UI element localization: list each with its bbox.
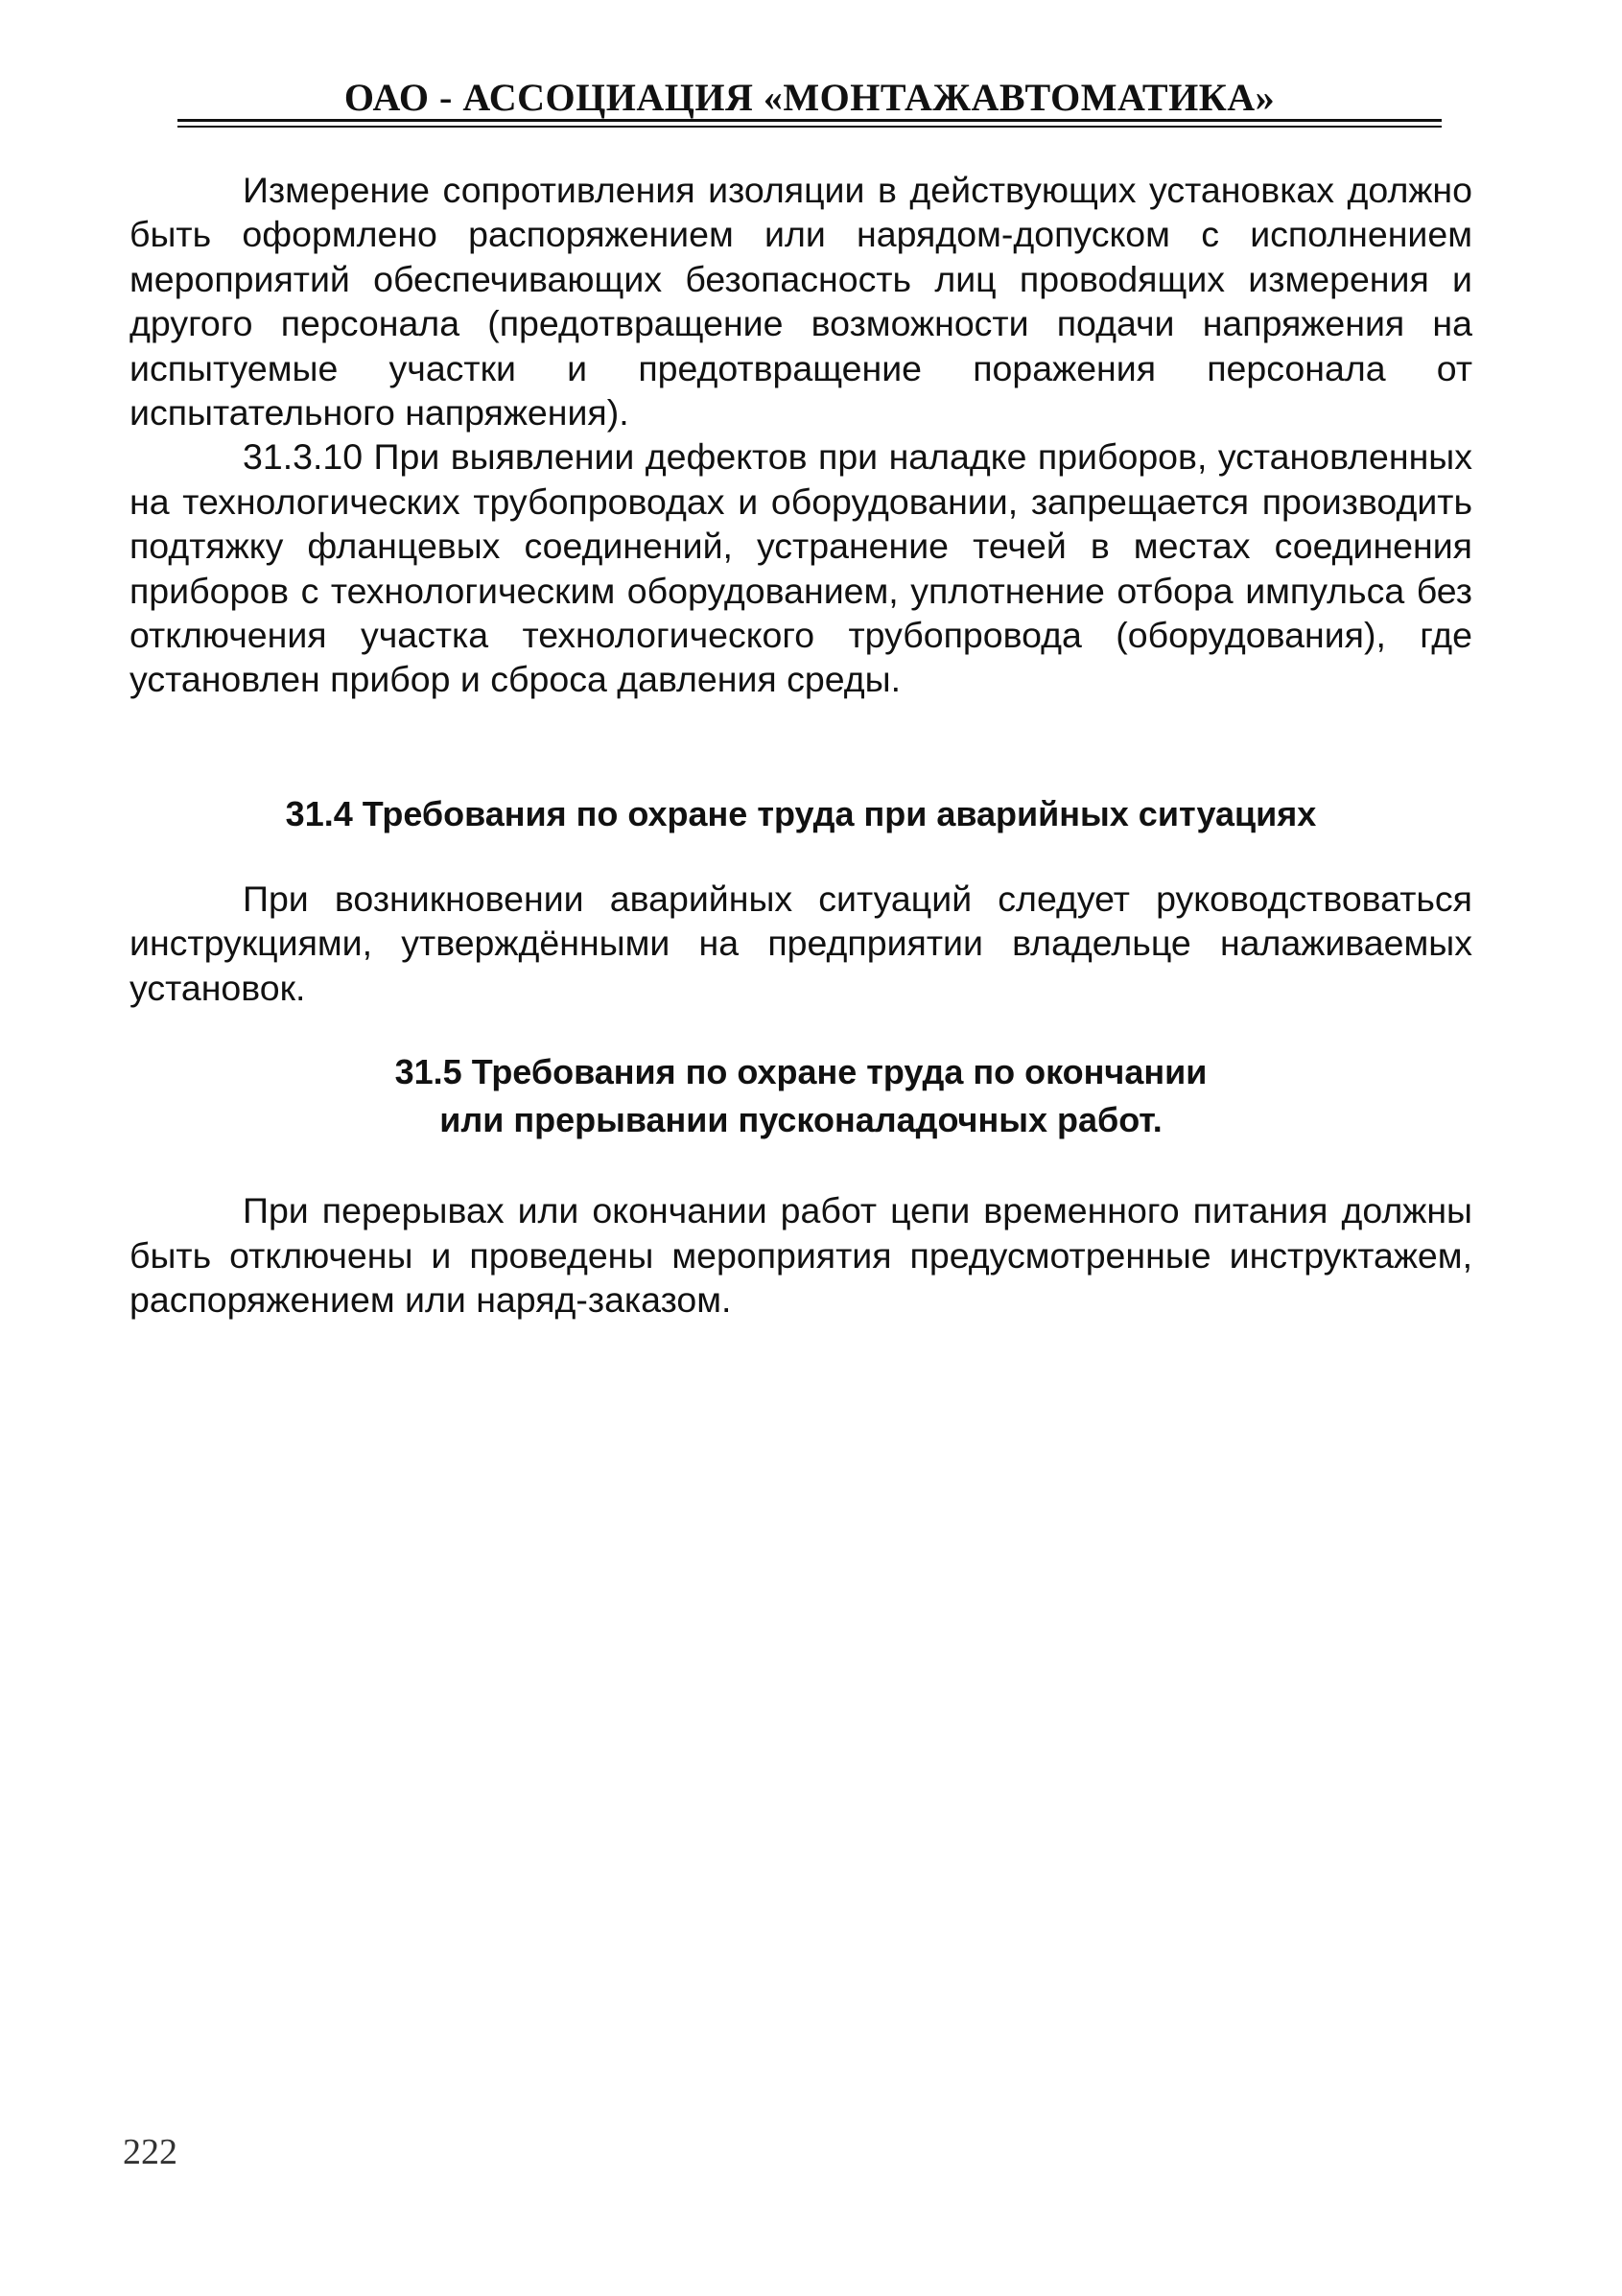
section-heading-31-5-line-2: или прерывании пусконаладочных работ.: [439, 1100, 1163, 1140]
section-heading-31-5: [129, 1048, 1472, 1144]
page-number: 222: [123, 2132, 177, 2172]
header-rule-thick: [177, 119, 1442, 122]
running-header-title: ОАО - АССОЦИАЦИЯ «МОНТАЖАВТОМАТИКА»: [343, 76, 1276, 119]
paragraph-31-3-10: 31.3.10 При выявлении дефектов при наладке приборов, установленных на технологических трубопроводах и оборудовании, запрещается производить подтяжку фланцевых соединений, устранение течей в местах соединения приборов с технологическим оборудованием, уплотнение отбора импульса без отключения участка технологического трубопровода (оборудования), где установлен прибор и сброса давления среды.: [129, 436, 1472, 700]
section-heading-31-4: 31.4 Требования по охране труда при аварийных ситуациях: [285, 793, 1317, 833]
paragraph-31-4: При возникновении аварийных ситуаций следует руководствоваться инструкциями, утверждёнными на предприятии владельце налаживаемых установок.: [129, 878, 1472, 1008]
header-rule-thin: [177, 126, 1442, 128]
section-heading-31-5-line-1: 31.5 Требования по охране труда по окончании: [394, 1052, 1208, 1092]
page-content: [129, 168, 1472, 1322]
paragraph-insulation-measurement: Измерение сопротивления изоляции в действующих установках должно быть оформлено распоряжением или нарядом-допуском с исполнением мероприятий обеспечивающих безопасность лиц провоdящих измерения и другого персонала (предотвращение возможности подачи напряжения на испытуемые участки и предотвращение поражения персонала от испытательного напряжения).: [129, 170, 1472, 433]
paragraph-31-5: При перерывах или окончании работ цепи временного питания должны быть отключены и проведены мероприятия предусмотренные инструктажем, распоряжением или наряд-заказом.: [129, 1190, 1472, 1320]
